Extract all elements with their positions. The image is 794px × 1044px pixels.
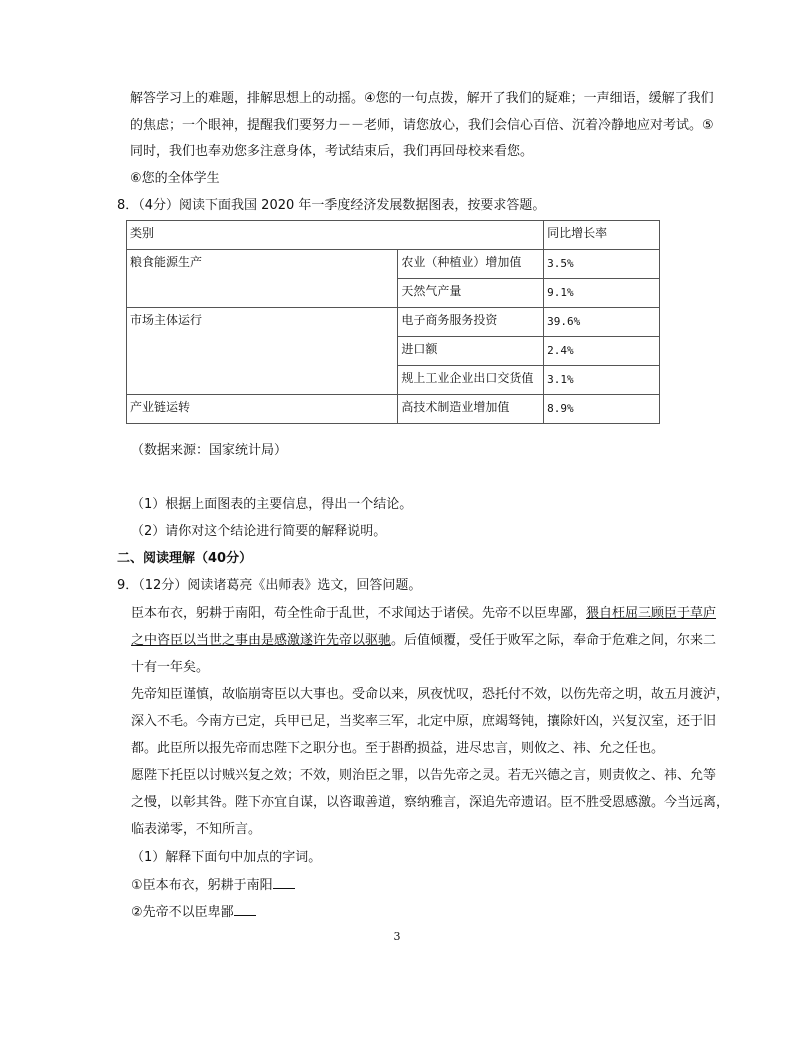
section-heading: 二、阅读理解（40分） bbox=[117, 551, 253, 566]
item-text: ②先帝不以臣卑鄙 bbox=[131, 905, 234, 920]
intro-line-3: 同时，我们也奉劝您多注意身体，考试结束后，我们再回母校来看您。 bbox=[130, 144, 534, 159]
item-name: 天然气产量 bbox=[398, 279, 544, 308]
item-rate: 3.1% bbox=[544, 366, 660, 395]
intro-line-2: 的焦虑；一个眼神，提醒我们要努力－－老师，请您放心，我们会信心百倍、沉着冷静地应对考试。⑤ bbox=[130, 118, 714, 133]
data-source: （数据来源：国家统计局） bbox=[131, 443, 288, 458]
header-rate: 同比增长率 bbox=[544, 221, 660, 250]
passage-p1-line-2 bbox=[131, 632, 716, 650]
answer-blank[interactable] bbox=[234, 903, 256, 916]
economy-data-table bbox=[126, 220, 660, 424]
passage-text: 臣本布衣，躬耕于南阳，苟全性命于乱世，不求闻达于诸侯。先帝不以臣卑鄙， bbox=[131, 606, 587, 621]
item-rate: 39.6% bbox=[544, 308, 660, 337]
question-8-sub-1: （1）根据上面图表的主要信息，得出一个结论。 bbox=[131, 497, 413, 512]
table-header-row bbox=[127, 221, 660, 250]
table-row bbox=[127, 395, 660, 424]
question-8-sub-2: （2）请你对这个结论进行简要的解释说明。 bbox=[131, 524, 387, 539]
underlined-sentence: 猥自枉屈三顾臣于草庐 bbox=[586, 606, 717, 621]
passage-p3-line-2: 之慢，以彰其咎。陛下亦宜自谋，以咨诹善道，察纳雅言，深追先帝遗诏。臣不胜受恩感激。今当远离， bbox=[131, 795, 730, 810]
table-row bbox=[127, 308, 660, 337]
item-rate: 3.5% bbox=[544, 250, 660, 279]
header-category: 类别 bbox=[127, 221, 544, 250]
question-9-item-1 bbox=[131, 876, 295, 895]
item-rate: 8.9% bbox=[544, 395, 660, 424]
item-name: 规上工业企业出口交货值 bbox=[398, 366, 544, 395]
passage-p1-line-3: 十有一年矣。 bbox=[131, 660, 210, 675]
question-8-prompt: 8．（4分）阅读下面我国 2020 年一季度经济发展数据图表，按要求答题。 bbox=[117, 198, 546, 213]
underlined-sentence: 之中咨臣以当世之事由是感激遂许先帝以驱驰 bbox=[131, 633, 392, 648]
item-rate: 2.4% bbox=[544, 337, 660, 366]
passage-p2-line-2: 深入不毛。今南方已定，兵甲已足，当奖率三军，北定中原，庶竭驽钝，攘除奸凶，兴复汉室，还于旧 bbox=[131, 714, 717, 729]
passage-p2-line-3: 都。此臣所以报先帝而忠陛下之职分也。至于斟酌损益，进尽忠言，则攸之、祎、允之任也。 bbox=[131, 741, 665, 756]
passage-p1-line-1 bbox=[131, 605, 716, 623]
item-text: ①臣本布衣，躬耕于南阳 bbox=[131, 878, 273, 893]
item-rate: 9.1% bbox=[544, 279, 660, 308]
question-9-sub-1: （1）解释下面句中加点的字词。 bbox=[131, 850, 322, 865]
page-number: 3 bbox=[393, 930, 401, 943]
passage-p3-line-1: 愿陛下托臣以讨贼兴复之效；不效，则治臣之罪，以告先帝之灵。若无兴德之言，则责攸之、祎、允等 bbox=[131, 768, 717, 783]
item-name: 高技术制造业增加值 bbox=[398, 395, 544, 424]
question-9-prompt: 9．（12分）阅读诸葛亮《出师表》选文，回答问题。 bbox=[117, 578, 422, 593]
group-name: 市场主体运行 bbox=[127, 308, 398, 395]
passage-p3-line-3: 临表涕零，不知所言。 bbox=[131, 822, 262, 837]
passage-p2-line-1: 先帝知臣谨慎，故临崩寄臣以大事也。受命以来，夙夜忧叹，恐托付不效，以伤先帝之明，故五月渡泸， bbox=[131, 687, 730, 702]
item-name: 农业（种植业）增加值 bbox=[398, 250, 544, 279]
item-name: 进口额 bbox=[398, 337, 544, 366]
intro-line-1: 解答学习上的难题，排解思想上的动摇。④您的一句点拨，解开了我们的疑难；一声细语，缓解了我们 bbox=[130, 91, 714, 106]
item-name: 电子商务服务投资 bbox=[398, 308, 544, 337]
intro-signature: ⑥您的全体学生 bbox=[130, 171, 220, 186]
group-name: 粮食能源生产 bbox=[127, 250, 398, 308]
answer-blank[interactable] bbox=[273, 876, 295, 889]
group-name: 产业链运转 bbox=[127, 395, 398, 424]
passage-text: 。后值倾覆，受任于败军之际，奉命于危难之间，尔来二 bbox=[391, 633, 717, 648]
table-row bbox=[127, 250, 660, 279]
question-9-item-2 bbox=[131, 903, 256, 922]
